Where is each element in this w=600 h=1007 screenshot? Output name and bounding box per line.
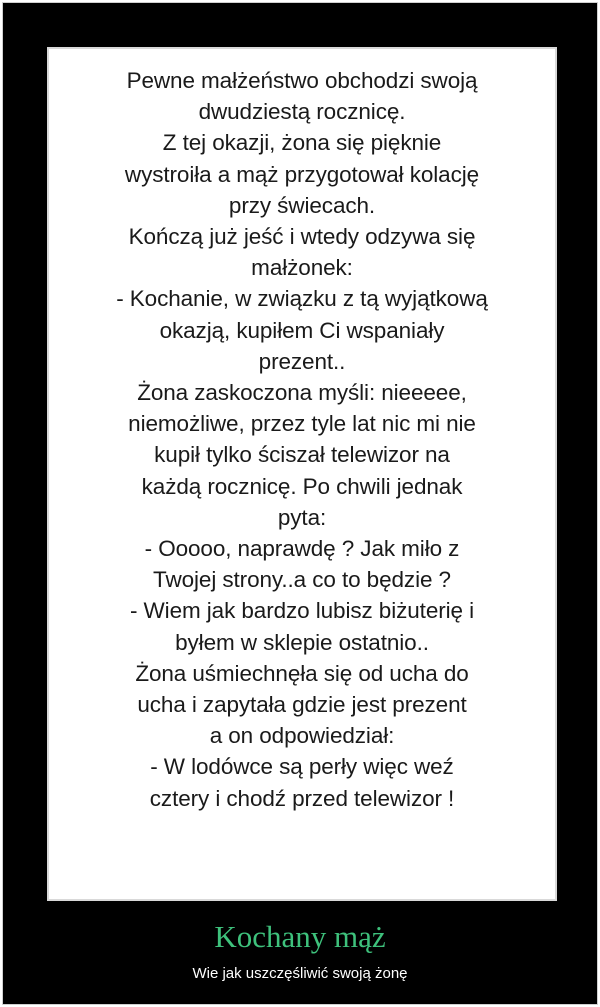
story-line: małżonek: bbox=[251, 255, 353, 281]
story-line: niemożliwe, przez tyle lat nic mi nie bbox=[128, 411, 476, 437]
story-line: Żona uśmiechnęła się od ucha do bbox=[135, 660, 469, 686]
story-line: każdą rocznicę. Po chwili jednak bbox=[141, 473, 463, 499]
story-line: - W lodówce są perły więc weź bbox=[150, 754, 454, 780]
poster-title: Kochany mąż bbox=[214, 919, 386, 954]
story-line: Twojej strony..a co to będzie ? bbox=[153, 567, 451, 593]
story-line: wystroiła a mąż przygotował kolację bbox=[124, 161, 480, 187]
story-line: dwudziestą rocznicę. bbox=[198, 99, 406, 125]
story-line: cztery i chodź przed telewizor ! bbox=[149, 785, 455, 811]
story-card bbox=[47, 47, 557, 901]
story-line: Z tej okazji, żona się pięknie bbox=[162, 130, 442, 156]
story-line: Żona zaskoczona myśli: nieeeee, bbox=[137, 380, 467, 406]
story-line: pyta: bbox=[277, 504, 327, 530]
story-line: kupił tylko ściszał telewizor na bbox=[154, 442, 450, 468]
story-text bbox=[49, 65, 555, 814]
story-line: - Wiem jak bardzo lubisz biżuterię i bbox=[129, 598, 475, 624]
story-line: okazją, kupiłem Ci wspaniały bbox=[159, 317, 445, 343]
story-line: - Kochanie, w związku z tą wyjątkową bbox=[116, 286, 488, 312]
story-line: Pewne małżeństwo obchodzi swoją bbox=[126, 68, 478, 93]
story-line: byłem w sklepie ostatnio.. bbox=[175, 629, 429, 655]
story-line: Kończą już jeść i wtedy odzywa się bbox=[128, 224, 476, 250]
poster-frame bbox=[2, 2, 598, 1005]
poster-subtitle: Wie jak uszczęśliwić swoją żonę bbox=[192, 965, 408, 982]
story-line: - Ooooo, naprawdę ? Jak miło z bbox=[144, 536, 460, 562]
story-line: ucha i zapytała gdzie jest prezent bbox=[137, 692, 467, 718]
story-line: prezent.. bbox=[258, 348, 346, 374]
story-line: a on odpowiedział: bbox=[209, 723, 395, 749]
story-line: przy świecach. bbox=[228, 192, 376, 218]
